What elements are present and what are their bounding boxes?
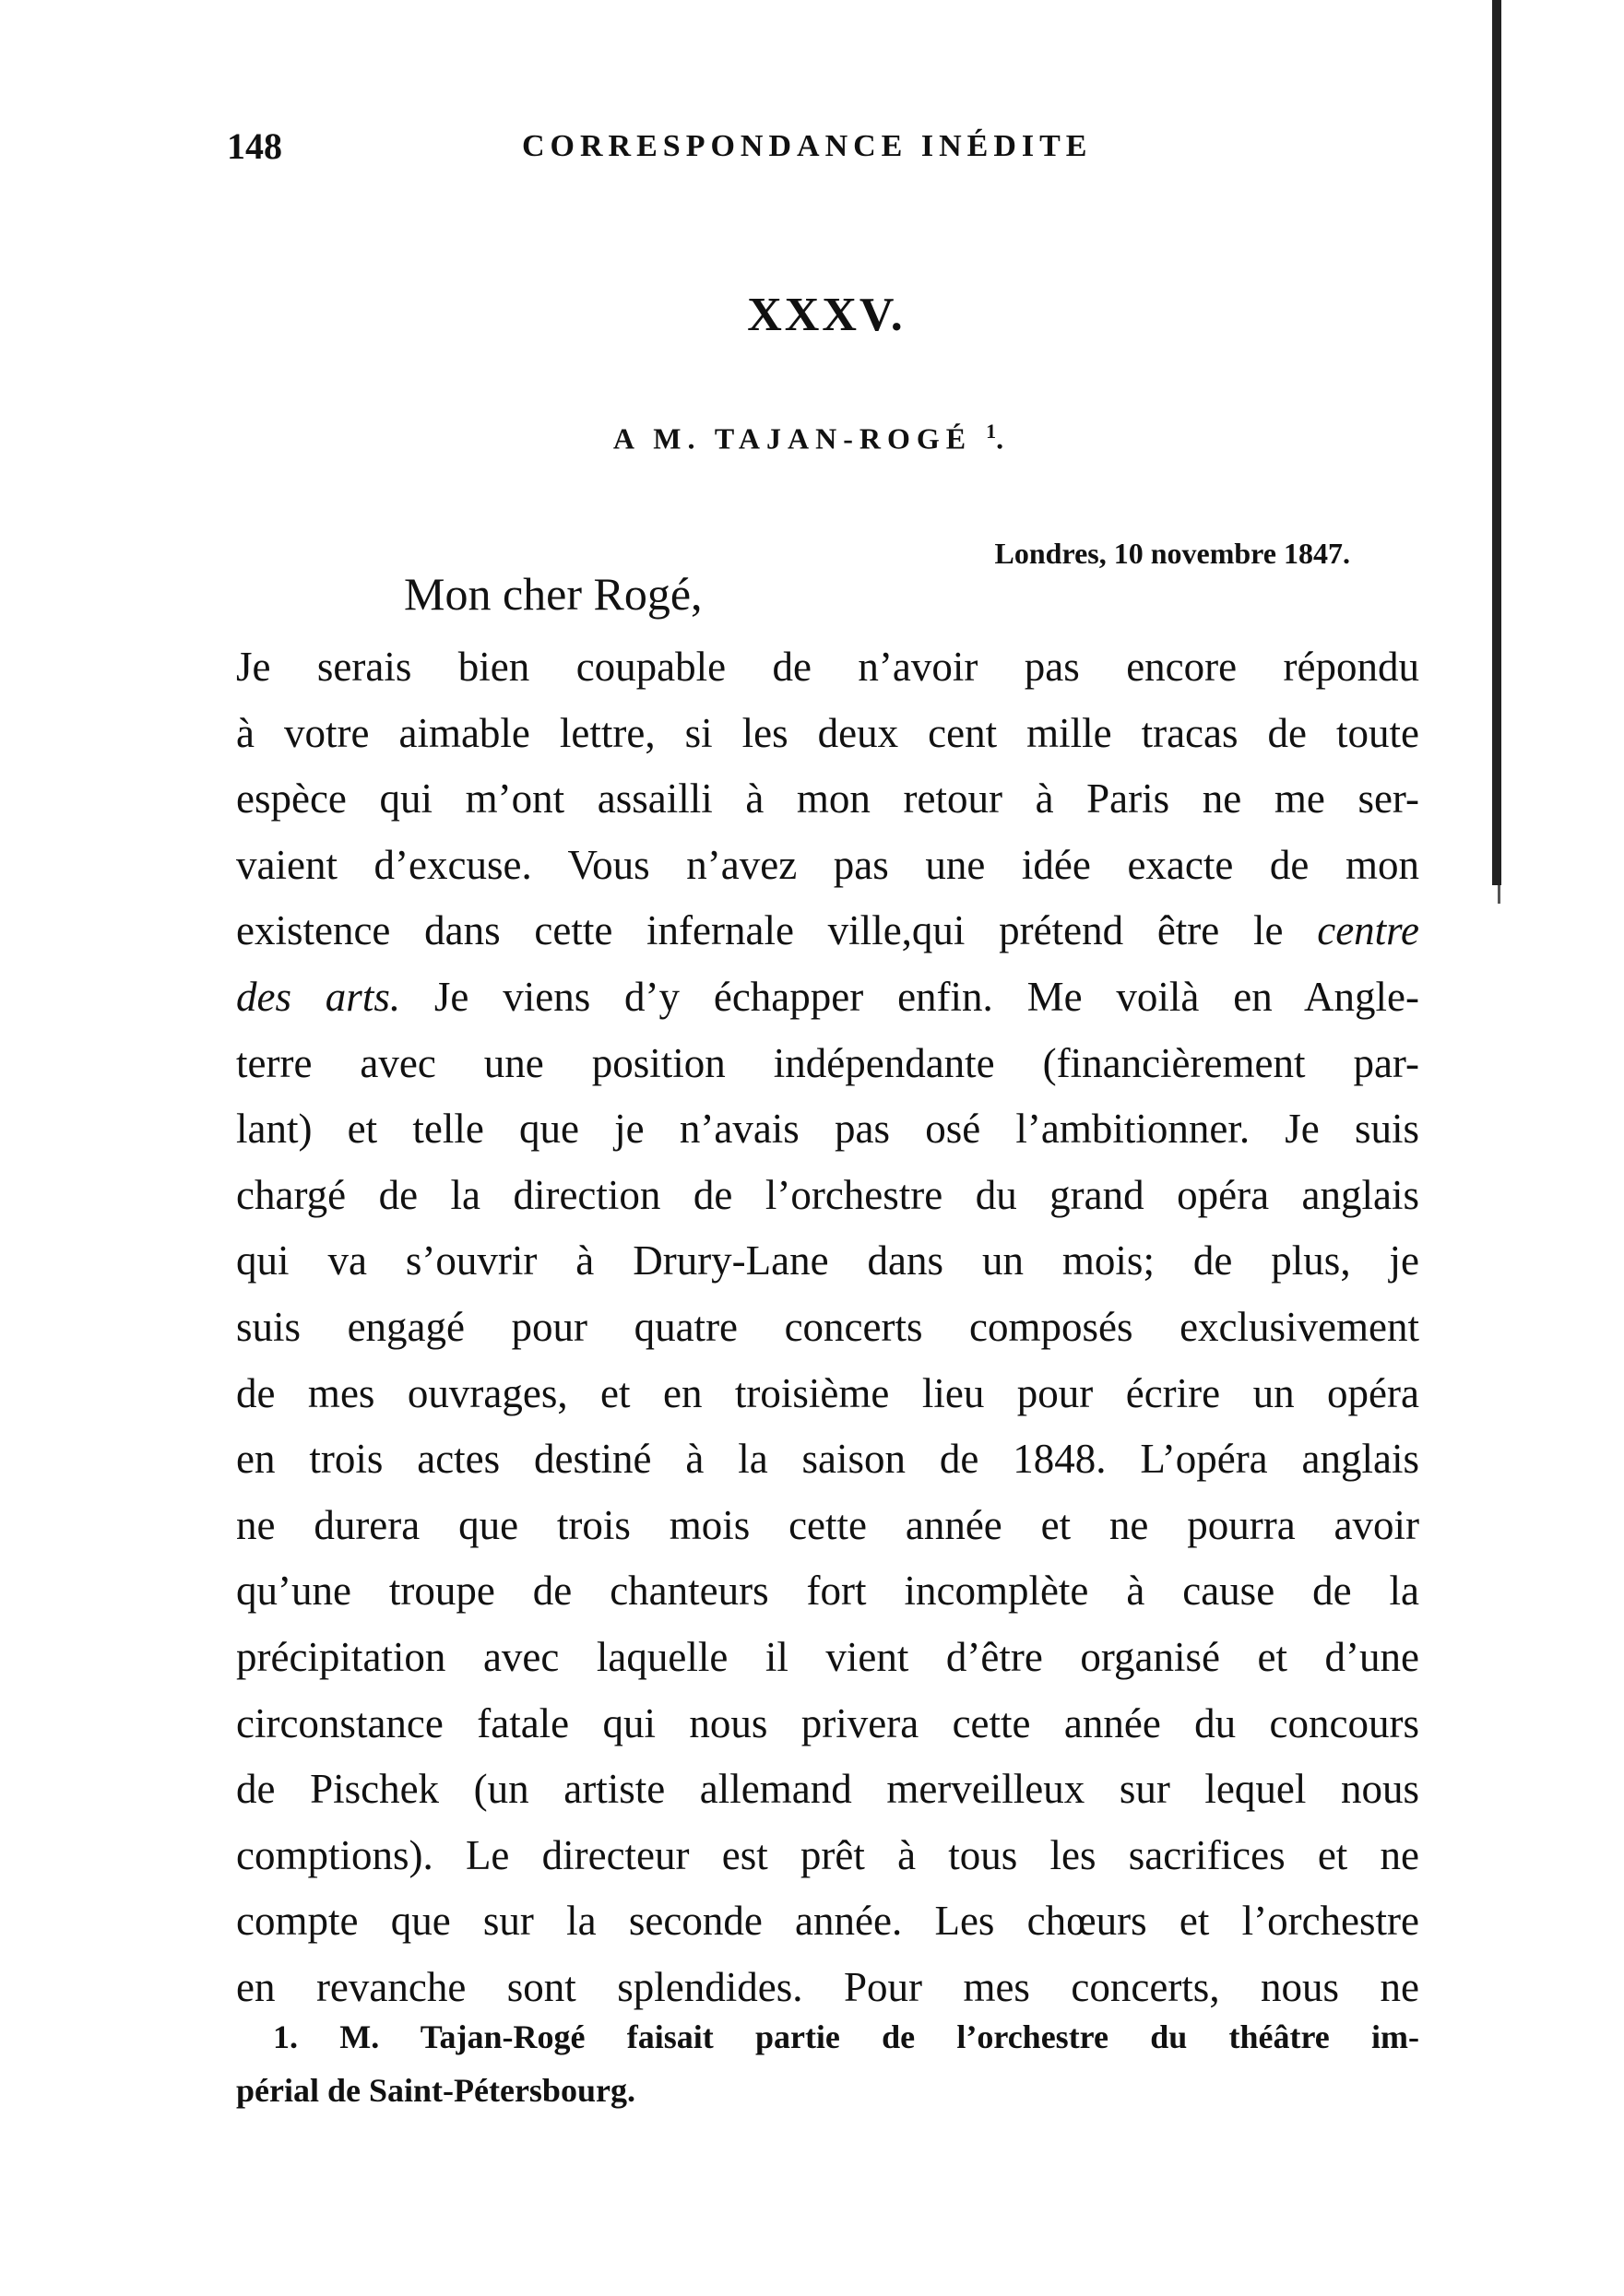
text-segment: de mes ouvrages, et en troisième lieu pour écrire un opéra <box>236 1369 1419 1416</box>
text-segment: en revanche sont splendides. Pour mes concerts, nous ne <box>236 1963 1419 2010</box>
body-line <box>236 1625 1419 1691</box>
text-segment: en trois actes destiné à la saison de 1848. L’opéra anglais <box>236 1436 1419 1483</box>
dateline: Londres, 10 novembre 1847. <box>994 537 1350 570</box>
body-line-text <box>236 1096 1419 1163</box>
recipient-end: . <box>996 421 1011 456</box>
body-line-text <box>236 1163 1419 1229</box>
body-line <box>236 1426 1419 1493</box>
text-segment: chargé de la direction de l’orchestre du grand opéra anglais <box>236 1171 1419 1218</box>
text-segment: lant) et telle que je n’avais pas osé l’ambitionner. Je suis <box>236 1106 1419 1153</box>
body-line-text <box>236 833 1419 899</box>
body-line <box>236 1361 1419 1427</box>
body-line <box>236 965 1419 1031</box>
italic-text: centre <box>1317 907 1419 954</box>
running-title: CORRESPONDANCE INÉDITE <box>522 129 1093 163</box>
footnote <box>236 2010 1419 2117</box>
text-segment: existence dans cette infernale ville,qui prétend être le <box>236 907 1318 954</box>
letter-number: XXXV. <box>747 289 906 341</box>
text-segment: précipitation avec laquelle il vient d’être organisé et d’une <box>236 1633 1419 1680</box>
body-line <box>236 1096 1419 1163</box>
text-segment: qu’une troupe de chanteurs fort incomplète à cause de la <box>236 1568 1419 1615</box>
body-line-text <box>236 1361 1419 1427</box>
text-segment: comptions). Le directeur est prêt à tous les sacrifices et ne <box>236 1831 1419 1878</box>
body-line <box>236 1295 1419 1361</box>
body-line-text <box>236 1426 1419 1493</box>
body-line-text <box>236 1558 1419 1625</box>
body-line <box>236 766 1419 833</box>
body-line-text <box>236 1031 1419 1097</box>
body-line-text <box>236 1757 1419 1823</box>
footnote-reference: 1 <box>986 420 997 443</box>
body-line <box>236 1888 1419 1955</box>
text-segment: terre avec une position indépendante (financièrement par- <box>236 1039 1419 1086</box>
body-line-text <box>236 766 1419 833</box>
body-line <box>236 1823 1419 1889</box>
salutation: Mon cher Rogé, <box>404 568 703 620</box>
recipient-name: A M. TAJAN-ROGÉ <box>612 421 973 456</box>
body-line-text <box>236 634 1419 701</box>
body-line <box>236 1228 1419 1295</box>
body-line <box>236 1031 1419 1097</box>
text-segment: suis engagé pour quatre concerts composés exclusivement <box>236 1303 1419 1350</box>
text-segment: circonstance fatale qui nous privera cette année du concours <box>236 1699 1419 1746</box>
body-line-text <box>236 898 1419 965</box>
body-line-text <box>236 1295 1419 1361</box>
body-line <box>236 701 1419 767</box>
text-segment: compte que sur la seconde année. Les chœurs et l’orchestre <box>236 1898 1419 1945</box>
body-line <box>236 898 1419 965</box>
body-line <box>236 634 1419 701</box>
body-line-text <box>236 1691 1419 1758</box>
text-segment: à votre aimable lettre, si les deux cent mille tracas de toute <box>236 709 1419 756</box>
body-line <box>236 1757 1419 1823</box>
body-line <box>236 833 1419 899</box>
body-line <box>236 1493 1419 1559</box>
body-line-text <box>236 965 1419 1031</box>
body-line-text <box>236 1228 1419 1295</box>
text-segment: Je viens d’y échapper enfin. Me voilà en Angle- <box>400 973 1419 1020</box>
text-segment: ne durera que trois mois cette année et ne pourra avoir <box>236 1501 1419 1548</box>
body-line-text <box>236 1625 1419 1691</box>
body-line-text <box>236 1823 1419 1889</box>
footnote-line: périal de Saint-Pétersbourg. <box>236 2072 635 2109</box>
body-line-text <box>236 701 1419 767</box>
text-segment: de Pischek (un artiste allemand merveilleux sur lequel nous <box>236 1766 1419 1813</box>
body-line <box>236 1691 1419 1758</box>
text-segment: qui va s’ouvrir à Drury-Lane dans un mois; de plus, je <box>236 1237 1419 1284</box>
body-line-text <box>236 1493 1419 1559</box>
italic-text: des arts. <box>236 973 401 1020</box>
letter-body <box>236 634 1419 2020</box>
body-line-text <box>236 1888 1419 1955</box>
text-segment: espèce qui m’ont assailli à mon retour à Paris ne me ser- <box>236 775 1419 823</box>
page-edge-shadow <box>1492 0 1501 885</box>
letter-recipient <box>0 420 1623 456</box>
body-line <box>236 1163 1419 1229</box>
page-edge-shadow-tail <box>1498 885 1500 904</box>
text-segment: vaient d’excuse. Vous n’avez pas une idée exacte de mon <box>236 841 1419 888</box>
page-number: 148 <box>227 125 282 167</box>
text-segment: Je serais bien coupable de n’avoir pas encore répondu <box>236 644 1419 690</box>
body-line <box>236 1558 1419 1625</box>
footnote-line: 1. M. Tajan-Rogé faisait partie de l’orchestre du théâtre im- <box>273 2018 1419 2055</box>
